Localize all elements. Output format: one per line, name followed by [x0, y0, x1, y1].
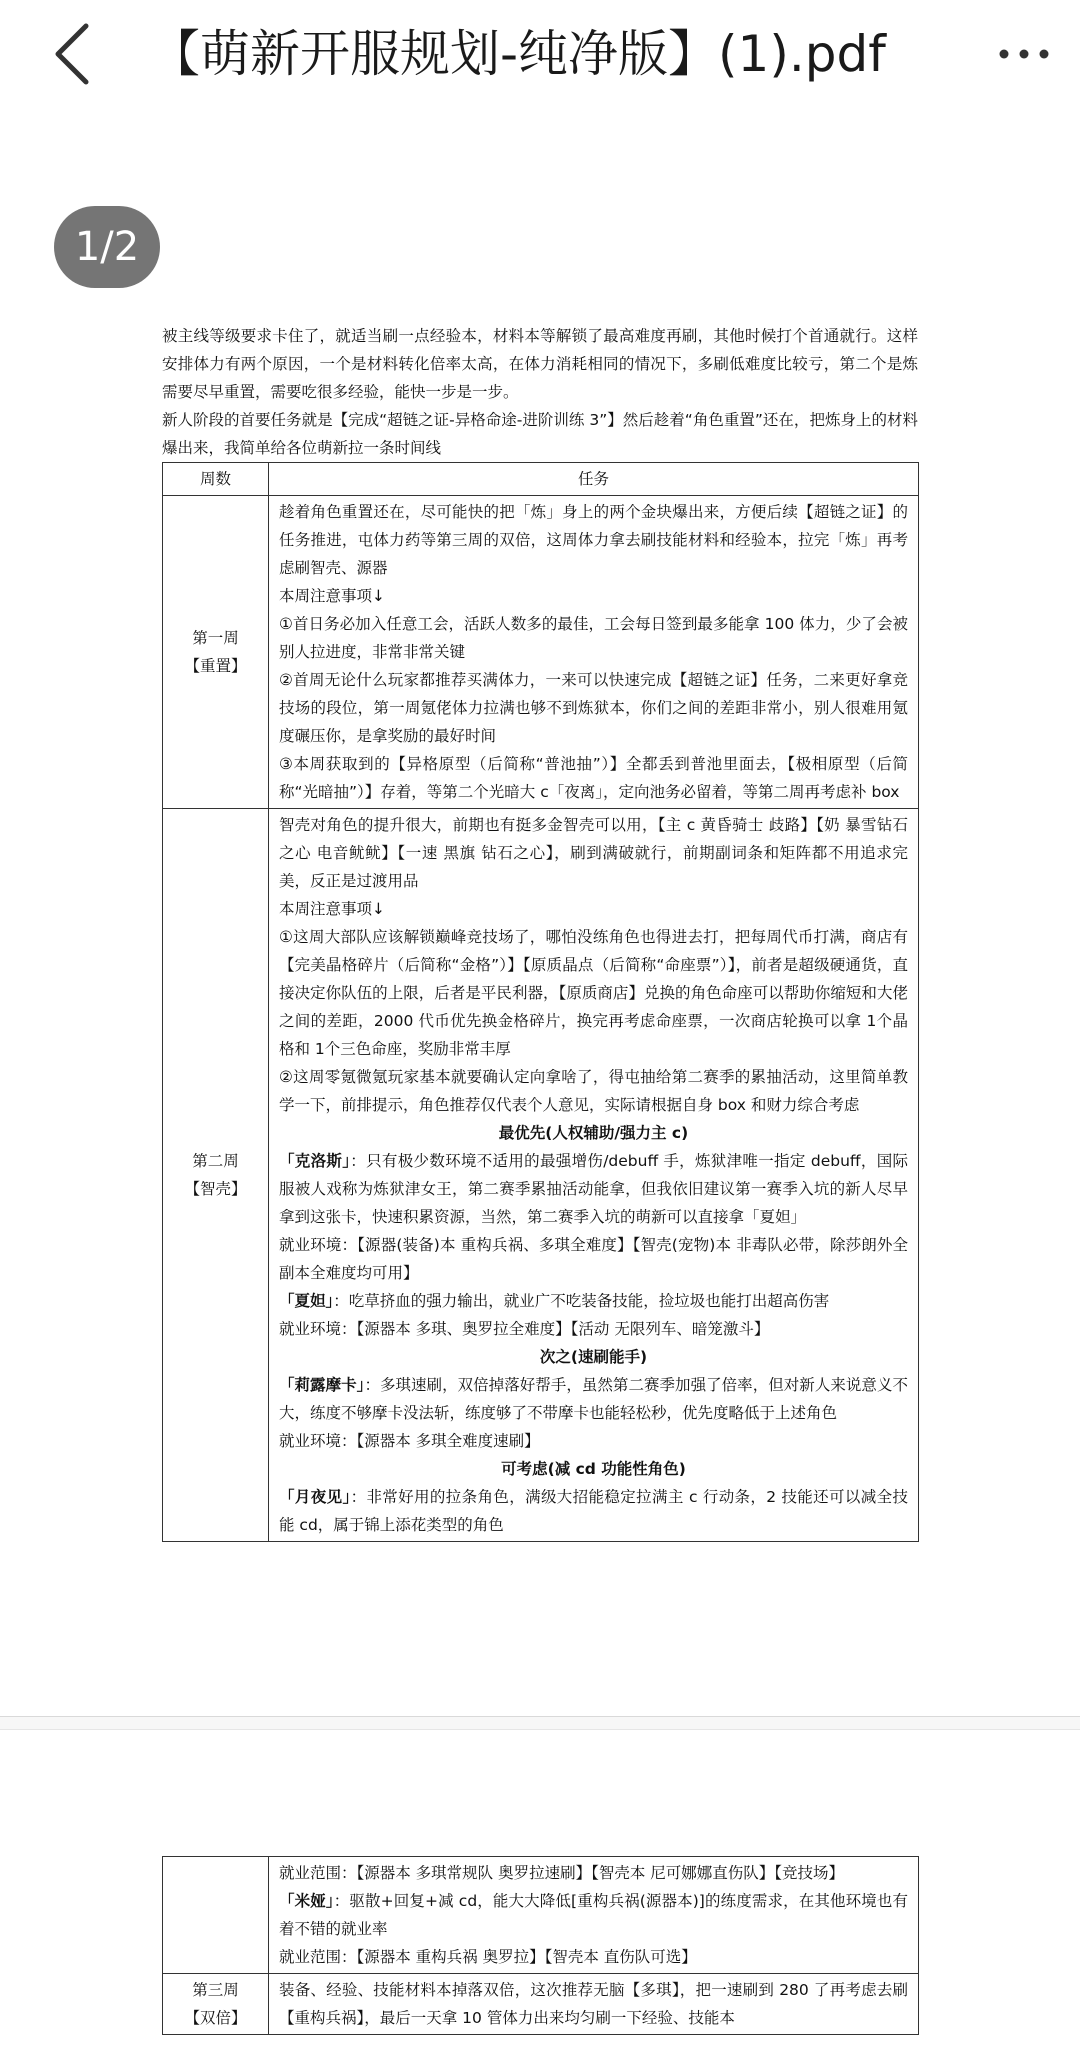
task-line: 本周注意事项↓	[279, 587, 385, 605]
schedule-table-continued	[162, 1856, 919, 2035]
week-name: 第三周	[192, 1981, 239, 1999]
task-line: 就业范围：【源器本 多琪常规队 奥罗拉速刷】【智壳本 尼可娜娜直伤队】【竞技场】	[279, 1864, 845, 1882]
table-header-row	[163, 463, 919, 496]
pdf-page-2[interactable]	[162, 1856, 918, 2035]
task-line: ②首周无论什么玩家都推荐买满体力，一来可以快速完成【超链之证】任务，二来更好拿竞技场的段位，第一周氪佬体力拉满也够不到炼狱本，你们之间的差距非常小，别人很难用氪度碾压你，是拿奖励的最好时间	[279, 671, 908, 745]
character-name: 「米娅」	[279, 1892, 334, 1910]
task-line: 本周注意事项↓	[279, 900, 385, 918]
task-line: 智壳对角色的提升很大，前期也有挺多金智壳可以用，【主 c 黄昏骑士 歧路】【奶 暴雪钻石之心 电音鱿鱿】【一速 黑旗 钻石之心】，刷到满破就行，前期副词条和矩阵都不用追求完美，反正是过渡用品	[279, 816, 908, 890]
top-bar	[0, 0, 1080, 110]
more-horizontal-icon	[996, 36, 1052, 72]
week-column-header: 周数	[163, 463, 269, 496]
character-description: ：只有极少数环境不适用的最强增伤/debuff 手，炼狱津唯一指定 debuff，国际服被人戏称为炼狱津女王，第二赛季累抽活动能拿，但我依旧建议第一赛季入坑的新人尽早拿到这张卡，快速积累资源，当然，第二赛季入坑的萌新可以直接拿「夏妲」	[279, 1152, 908, 1226]
week-name: 第一周	[192, 629, 239, 647]
task-line: 趁着角色重置还在，尽可能快的把「炼」身上的两个金块爆出来，方便后续【超链之证】的任务推进，屯体力药等第三周的双倍，这周体力拿去刷技能材料和经验本，拉完「炼」再考虑刷智壳、源器	[279, 503, 908, 577]
intro-paragraph: 新人阶段的首要任务就是【完成“超链之证-异格命途-进阶训练 3”】然后趁着“角色重置”还在，把炼身上的材料爆出来，我简单给各位萌新拉一条时间线	[162, 411, 918, 457]
table-row	[163, 1974, 919, 2035]
week-label	[163, 809, 269, 1542]
back-button[interactable]	[44, 18, 104, 90]
task-cell	[269, 809, 919, 1542]
week-label	[163, 1857, 269, 1974]
schedule-table	[162, 462, 919, 1542]
tier-heading: 可考虑(减 cd 功能性角色)	[501, 1460, 686, 1478]
week-label	[163, 1974, 269, 2035]
task-column-header: 任务	[269, 463, 919, 496]
character-environment: 就业环境：【源器本 多琪全难度速刷】	[279, 1432, 540, 1450]
character-name: 「克洛斯」	[279, 1152, 351, 1170]
table-row	[163, 809, 919, 1542]
character-description: ：驱散+回复+减 cd，能大大降低[重构兵祸(源器本)]的练度需求，在其他环境也有着不错的就业率	[279, 1892, 908, 1938]
week-theme: 【双倍】	[184, 2009, 247, 2027]
task-line: 装备、经验、技能材料本掉落双倍，这次推荐无脑【多琪】，把一速刷到 280 了再考虑去刷【重构兵祸】，最后一天拿 10 管体力出来均匀刷一下经验、技能本	[279, 1981, 908, 2027]
task-cell	[269, 496, 919, 809]
character-entry	[279, 1887, 908, 1943]
character-description: ：吃草挤血的强力输出，就业广不吃装备技能，捡垃圾也能打出超高伤害	[333, 1292, 830, 1310]
task-line: ①这周大部队应该解锁巅峰竞技场了，哪怕没练角色也得进去打，把每周代币打满，商店有【完美晶格碎片（后简称“金格”）】【原质晶点（后简称“命座票”）】，前者是超级硬通货，直接决定你队伍的上限，后者是平民利器，【原质商店】兑换的角色命座可以帮助你缩短和大佬之间的差距，2000 代币优先换金格碎片，换完再考虑命座票，一次商店轮换可以拿 1个晶格和 1个三色命座，奖励非常丰厚	[279, 928, 908, 1058]
week-label	[163, 496, 269, 809]
week-theme: 【重置】	[184, 657, 247, 675]
intro-paragraph: 被主线等级要求卡住了，就适当刷一点经验本，材料本等解锁了最高难度再刷，其他时候打个首通就行。这样安排体力有两个原因，一个是材料转化倍率太高，在体力消耗相同的情况下，多刷低难度比较亏，第二个是炼需要尽早重置，需要吃很多经验，能快一步是一步。	[162, 327, 918, 401]
week-name: 第二周	[192, 1152, 239, 1170]
character-entry	[279, 1147, 908, 1231]
task-line: 就业范围：【源器本 重构兵祸 奥罗拉】【智壳本 直伤队可选】	[279, 1948, 697, 1966]
task-cell	[269, 1974, 919, 2035]
page-indicator: 1/2	[54, 206, 160, 288]
character-entry	[279, 1483, 908, 1539]
tier-heading: 最优先(人权辅助/强力主 c)	[498, 1124, 689, 1142]
week-theme: 【智壳】	[184, 1180, 247, 1198]
character-environment: 就业环境：【源器本 多琪、奥罗拉全难度】【活动 无限列车、暗笼激斗】	[279, 1320, 770, 1338]
task-line: ②这周零氪微氪玩家基本就要确认定向拿啥了，得屯抽给第二赛季的累抽活动，这里简单教学一下，前排提示，角色推荐仅代表个人意见，实际请根据自身 box 和财力综合考虑	[279, 1068, 908, 1114]
more-button[interactable]	[996, 36, 1052, 72]
character-name: 「夏妲」	[279, 1292, 334, 1310]
chevron-left-icon	[44, 18, 104, 90]
task-cell	[269, 1857, 919, 1974]
task-line: ①首日务必加入任意工会，活跃人数多的最佳，工会每日签到最多能拿 100 体力，少了会被别人拉进度，非常非常关键	[279, 615, 908, 661]
table-row	[163, 1857, 919, 1974]
character-entry	[279, 1287, 908, 1315]
character-description: ：多琪速刷，双倍掉落好帮手，虽然第二赛季加强了倍率，但对新人来说意义不大，练度不够摩卡没法斩，练度够了不带摩卡也能轻松秒，优先度略低于上述角色	[279, 1376, 908, 1422]
character-name: 「月夜见」	[279, 1488, 351, 1506]
character-name: 「莉露摩卡」	[279, 1376, 365, 1394]
tier-heading: 次之(速刷能手)	[539, 1348, 648, 1366]
document-title: 【萌新开服规划-纯净版】(1).pdf	[150, 25, 886, 83]
character-entry	[279, 1371, 908, 1427]
table-row	[163, 496, 919, 809]
pdf-page-1[interactable]	[162, 322, 918, 1542]
page-divider	[0, 1716, 1080, 1730]
character-description: ：非常好用的拉条角色，满级大招能稳定拉满主 c 行动条，2 技能还可以减全技能 cd，属于锦上添花类型的角色	[279, 1488, 908, 1534]
character-environment: 就业环境：【源器(装备)本 重构兵祸、多琪全难度】【智壳(宠物)本 非毒队必带，除莎朗外全副本全难度均可用】	[279, 1236, 908, 1282]
task-line: ③本周获取到的【异格原型（后简称“普池抽”）】全都丢到普池里面去，【极相原型（后简称“光暗抽”）】存着，等第二个光暗大 c「夜离」，定向池务必留着，等第二周再考虑补 box	[279, 755, 908, 801]
